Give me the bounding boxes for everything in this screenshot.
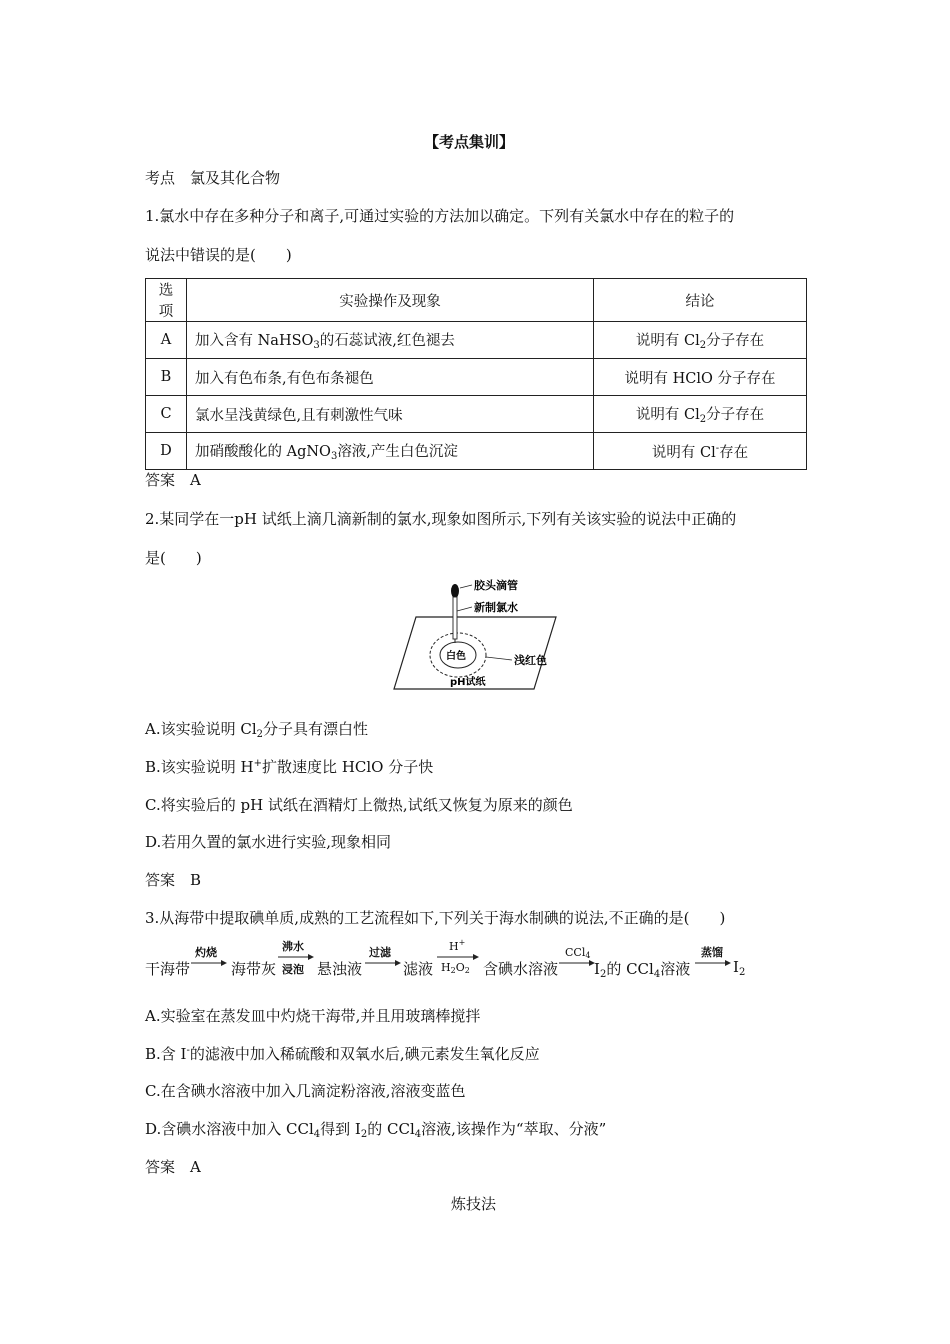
flow-step: 滤液 <box>403 960 434 978</box>
q2-stem-line1: 2.某同学在一pH 试纸上滴几滴新制的氯水,现象如图所示,下列有关该实验的说法中正确的 <box>145 510 737 528</box>
flow-arrow-label: 灼烧 <box>195 946 217 959</box>
row-operation: 加入含有 NaHSO$_3$的石蕊试液,红色褪去 <box>187 322 594 359</box>
table-header-option: 选项 <box>146 279 187 322</box>
q2-option-a: A.该实验说明 $Cl_2$分子具有漂白性 <box>145 720 369 740</box>
row-conclusion: 说明有 $Cl_2$分子存在 <box>594 396 807 433</box>
q3-answer: 答案 A <box>145 1158 201 1176</box>
iodine-process-flow <box>145 938 785 984</box>
table-header-operation: 实验操作及现象 <box>187 279 594 322</box>
ph-paper-figure <box>390 575 590 695</box>
table-row <box>146 396 807 433</box>
row-option: B <box>146 359 187 396</box>
table-row <box>146 322 807 359</box>
q3-stem: 3.从海带中提取碘单质,成熟的工艺流程如下,下列关于海水制碘的说法,不正确的是( ) <box>145 909 726 927</box>
q2-option-d: D.若用久置的氯水进行实验,现象相同 <box>145 833 392 851</box>
arrow-icon <box>365 959 401 967</box>
arrow-icon <box>437 953 479 961</box>
q2-answer: 答案 B <box>145 871 202 889</box>
table-row <box>146 359 807 396</box>
arrow-icon <box>695 959 731 967</box>
q2-option-c: C.将实验后的 pH 试纸在酒精灯上微热,试纸又恢复为原来的颜色 <box>145 796 573 814</box>
q3-option-a: A.实验室在蒸发皿中灼烧干海带,并且用玻璃棒搅拌 <box>145 1007 481 1025</box>
row-operation: 加入有色布条,有色布条褪色 <box>187 359 594 396</box>
flow-arrow-label: 浸泡 <box>282 963 304 976</box>
table-row <box>146 433 807 470</box>
arrow-icon <box>191 959 227 967</box>
q2-stem-line2: 是( ) <box>145 549 202 567</box>
flow-arrow-label: H+ <box>449 938 466 953</box>
topic-title: 考点 氯及其化合物 <box>145 169 281 187</box>
arrow-icon <box>278 953 314 961</box>
flow-step: 含碘水溶液 <box>483 960 559 978</box>
flow-arrow-label: 沸水 <box>282 940 304 953</box>
q1-table <box>145 278 807 470</box>
table-header-row <box>146 279 807 322</box>
q3-option-b: B.含 I-的滤液中加入稀硫酸和双氧水后,碘元素发生氧化反应 <box>145 1045 540 1063</box>
dropper-label: 胶头滴管 <box>474 579 518 592</box>
row-operation: 氯水呈浅黄绿色,且有刺激性气味 <box>187 396 594 433</box>
row-conclusion: 说明有 $Cl_2$分子存在 <box>594 322 807 359</box>
row-option: C <box>146 396 187 433</box>
ph-paper-label: pH试纸 <box>450 677 486 688</box>
q1-stem-line2: 说法中错误的是( ) <box>145 246 292 264</box>
row-conclusion: 说明有 Cl-存在 <box>594 433 807 470</box>
light-red-label: 浅红色 <box>514 654 547 667</box>
row-conclusion: 说明有 HClO 分子存在 <box>594 359 807 396</box>
q3-option-d: D.含碘水溶液中加入 CCl$_4$得到 $I_2$的 CCl$_4$溶液,该操作为“萃取、分液” <box>145 1120 607 1140</box>
footer-heading: 炼技法 <box>451 1195 497 1213</box>
flow-step: 悬浊液 <box>317 960 363 978</box>
q3-option-c: C.在含碘水溶液中加入几滴淀粉溶液,溶液变蓝色 <box>145 1082 466 1100</box>
flow-step: $I_2$的 CCl$_4$溶液 <box>594 960 691 980</box>
flow-step: 干海带 <box>145 960 191 978</box>
chlorine-water-label: 新制氯水 <box>474 601 518 614</box>
white-label: 白色 <box>446 651 466 662</box>
flow-arrow-label: 蒸馏 <box>701 946 723 959</box>
row-option: D <box>146 433 187 470</box>
row-operation: 加硝酸酸化的 AgNO$_3$溶液,产生白色沉淀 <box>187 433 594 470</box>
q1-answer: 答案 A <box>145 471 201 489</box>
row-option: A <box>146 322 187 359</box>
section-header: 【考点集训】 <box>424 133 515 151</box>
q1-stem-line1: 1.氯水中存在多种分子和离子,可通过实验的方法加以确定。下列有关氯水中存在的粒子的 <box>145 207 735 225</box>
q2-option-b: B.该实验说明 H+扩散速度比 HClO 分子快 <box>145 758 434 776</box>
flow-step: $I_2$ <box>733 958 746 978</box>
arrow-icon <box>559 959 595 967</box>
flow-arrow-label: H2O2 <box>441 961 470 975</box>
dropper-tube <box>453 597 457 639</box>
flow-arrow-label: CCl4 <box>565 946 591 960</box>
table-header-conclusion: 结论 <box>594 279 807 322</box>
dropper-bulb <box>451 584 459 598</box>
flow-arrow-label: 过滤 <box>369 946 391 959</box>
flow-step: 海带灰 <box>231 960 277 978</box>
